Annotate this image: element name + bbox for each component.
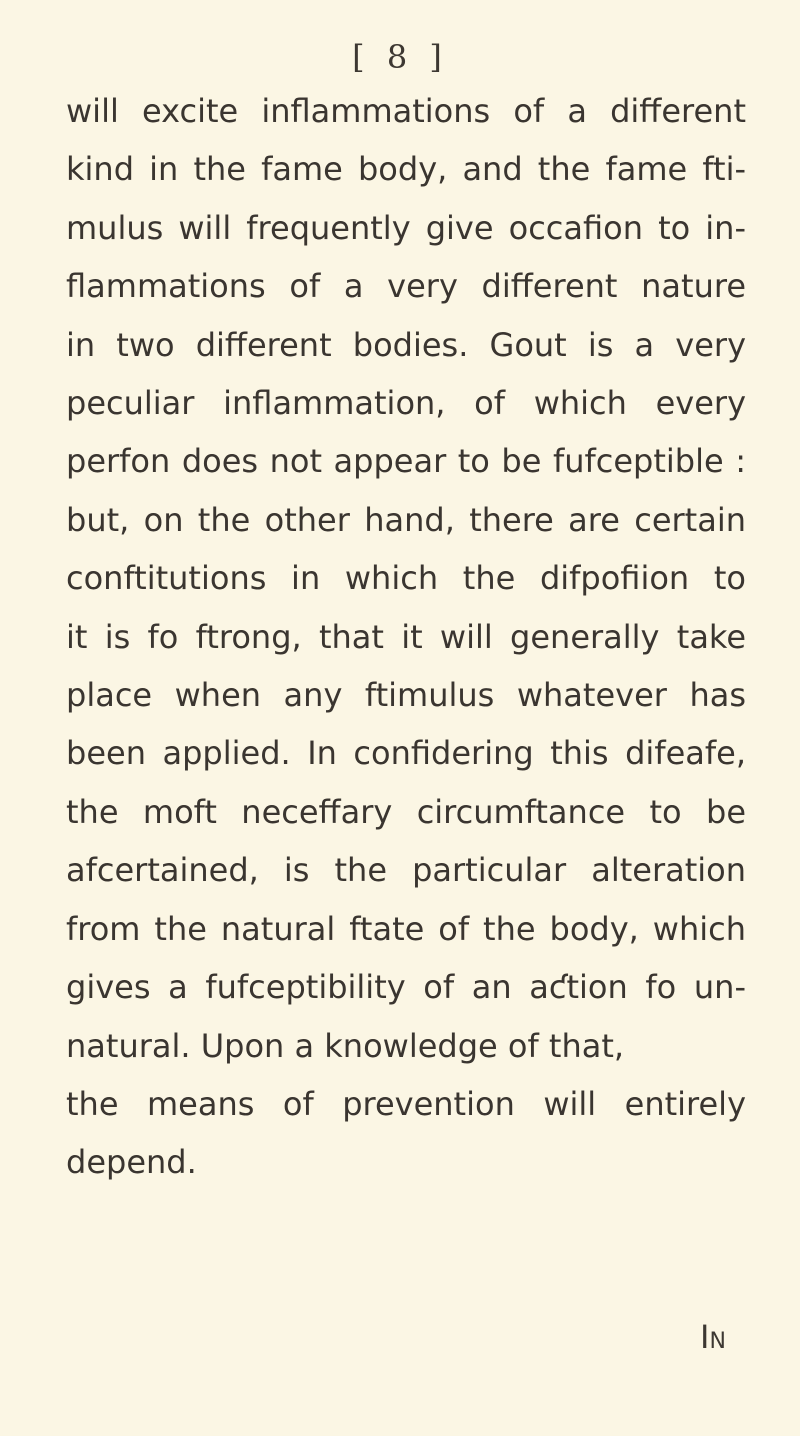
text-line: afcertained, is the particular alteration xyxy=(66,851,746,890)
catchword: In xyxy=(700,1318,726,1356)
text-line-last: depend. xyxy=(66,1143,197,1182)
text-line: the moft neceffary circumftance to be xyxy=(66,792,746,831)
text-line: peculiar inflammation, of which every xyxy=(66,384,746,423)
text-line: will excite inflammations of a different xyxy=(66,92,746,130)
text-line: place when any ftimulus whatever has xyxy=(66,676,746,715)
text-line: conftitutions in which the difpofiion to xyxy=(66,559,746,598)
page-number-header: [ 8 ] xyxy=(352,38,448,76)
text-line: the means of prevention will entirely xyxy=(66,1084,746,1123)
text-line: it is fo ftrong, that it will generally take xyxy=(66,617,746,656)
text-line: flammations of a very different nature xyxy=(66,267,746,306)
text-line: kind in the fame body, and the fame fti- xyxy=(66,150,746,189)
text-line: natural. Upon a knowledge of that, xyxy=(66,1026,625,1065)
text-line: perfon does not appear to be fufceptible : xyxy=(66,442,746,481)
text-line: but, on the other hand, there are certain xyxy=(66,500,746,539)
text-line: gives a fufceptibility of an aƈtion fo un- xyxy=(66,968,746,1007)
text-line: mulus will frequently give occafion to in- xyxy=(66,208,746,247)
text-line: in two different bodies. Gout is a very xyxy=(66,325,746,364)
body-paragraph xyxy=(66,82,746,1192)
text-line: been applied. In confidering this difeafe, xyxy=(66,734,746,773)
text-line: from the natural ftate of the body, which xyxy=(66,909,746,948)
